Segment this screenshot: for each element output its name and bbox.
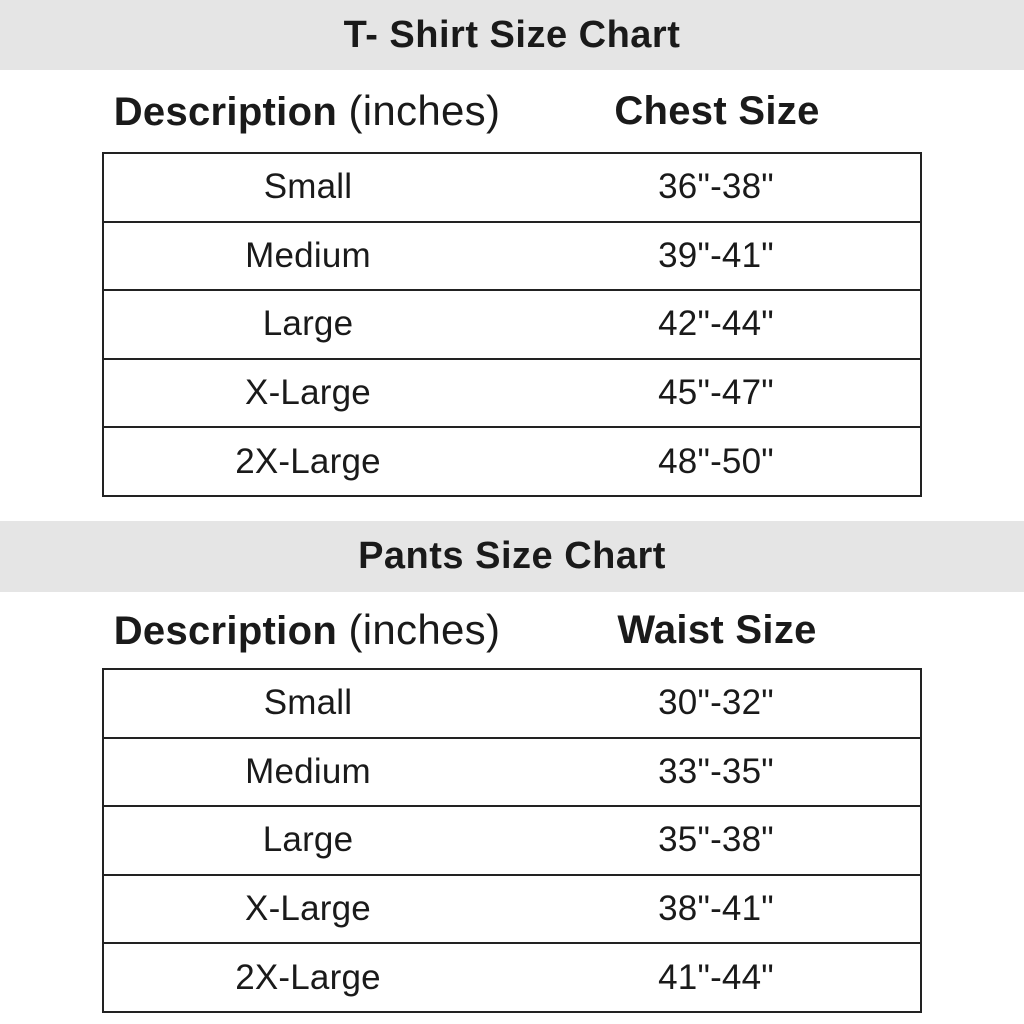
tshirt-size-table	[102, 152, 922, 497]
description-header-unit: (inches)	[348, 606, 501, 653]
size-value-cell: 33"-35"	[658, 751, 774, 791]
size-value-cell: 48"-50"	[658, 441, 774, 481]
size-description-cell: Large	[262, 820, 354, 860]
table-row-small	[104, 154, 920, 221]
tshirt-table-header-row	[102, 70, 922, 152]
table-row-xlarge	[104, 358, 920, 427]
table-row-medium	[104, 221, 920, 290]
description-header-unit: (inches)	[348, 87, 501, 134]
description-header-label: Description	[113, 609, 338, 653]
table-row-large	[104, 289, 920, 358]
tshirt-chest-size-column-header: Chest Size	[614, 88, 820, 133]
size-value-cell: 45"-47"	[658, 373, 774, 413]
size-value-cell: 41"-44"	[658, 957, 774, 997]
description-header-label: Description	[113, 90, 338, 134]
size-description-cell: Small	[263, 167, 353, 207]
size-description-cell: Medium	[245, 751, 371, 791]
size-value-cell: 42"-44"	[658, 304, 774, 344]
size-description-cell: Large	[262, 304, 354, 344]
size-value-cell: 35"-38"	[658, 820, 774, 860]
tshirt-chart-title: T- Shirt Size Chart	[0, 0, 1024, 70]
table-row-medium	[104, 737, 920, 806]
table-row-xlarge	[104, 874, 920, 943]
pants-size-table	[102, 668, 922, 1013]
table-row-large	[104, 805, 920, 874]
tshirt-size-chart-section	[0, 0, 1024, 497]
size-description-cell: 2X-Large	[235, 957, 381, 997]
pants-description-column-header	[102, 606, 512, 654]
pants-size-chart-section	[0, 521, 1024, 1013]
size-value-cell: 36"-38"	[658, 167, 774, 207]
table-row-small	[104, 670, 920, 737]
table-row-2xlarge	[104, 426, 920, 495]
size-description-cell: Small	[263, 683, 353, 723]
size-description-cell: Medium	[245, 235, 371, 275]
size-description-cell: X-Large	[245, 373, 371, 413]
size-description-cell: X-Large	[245, 889, 371, 929]
size-value-cell: 39"-41"	[658, 235, 774, 275]
pants-waist-size-column-header: Waist Size	[617, 607, 817, 652]
table-row-2xlarge	[104, 942, 920, 1011]
pants-chart-title: Pants Size Chart	[0, 521, 1024, 592]
size-value-cell: 30"-32"	[658, 683, 774, 723]
pants-table-header-row	[102, 592, 922, 668]
size-value-cell: 38"-41"	[658, 889, 774, 929]
tshirt-description-column-header	[102, 87, 512, 135]
size-description-cell: 2X-Large	[235, 441, 381, 481]
